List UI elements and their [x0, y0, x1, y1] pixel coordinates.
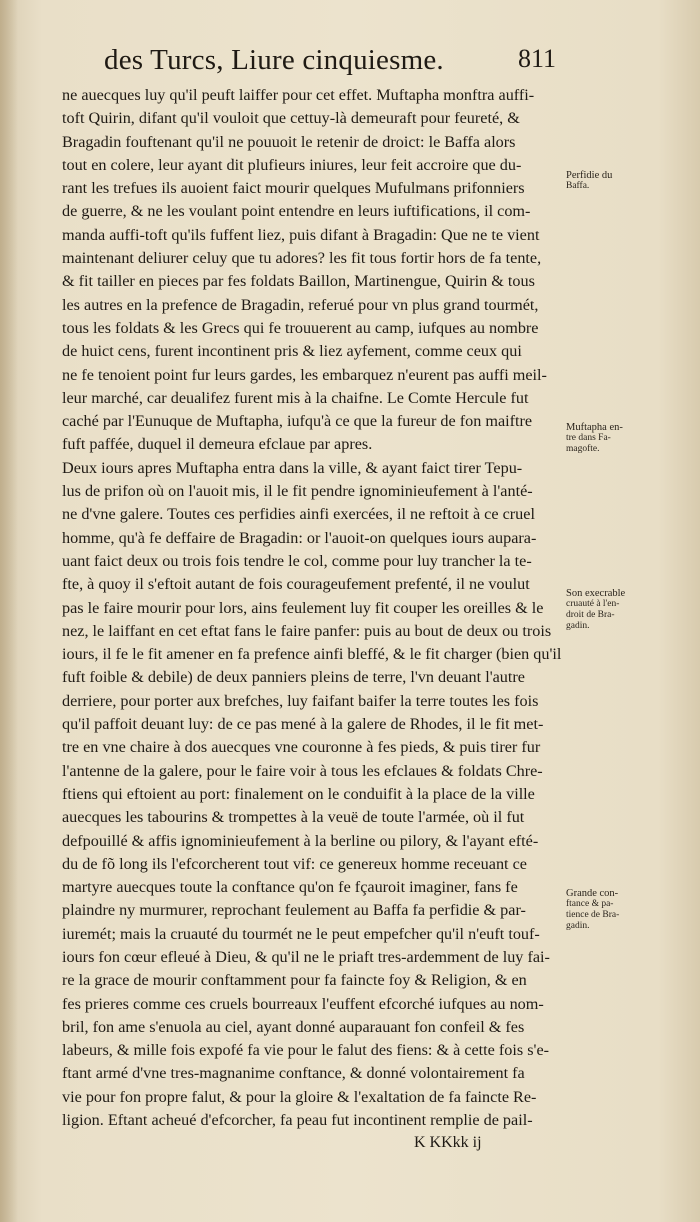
- page-header: [104, 44, 584, 84]
- text-line: de guerre, & ne les voulant point entendre en leurs iuftifications, il com-: [62, 202, 531, 221]
- text-line: fes prieres comme ces cruels bourreaux l'euffent efcorché iufques au nom-: [62, 994, 544, 1013]
- text-line: ftant armé d'vne tres-magnanime conftance, & donné volontairement fa: [62, 1064, 525, 1083]
- text-line: pas le faire mourir pour lors, ains feulement luy fit couper les oreilles & le: [62, 598, 544, 617]
- text-line: & fit tailler en pieces par fes foldats Baillon, Martinengue, Quirin & tous: [62, 272, 535, 291]
- margin-note-perfidie: [566, 170, 666, 192]
- margin-note-line: Muftapha en-: [566, 422, 623, 433]
- text-line: Deux iours apres Muftapha entra dans la ville, & ayant faict tirer Tepu-: [62, 458, 523, 477]
- text-line: l'antenne de la galere, pour le faire voir à tous les efclaues & foldats Chre-: [62, 761, 543, 780]
- text-line: rant les trefues ils auoient faict mourir quelques Mufulmans prifonniers: [62, 179, 525, 198]
- text-line: fuft foible & debile) de deux panniers pleins de terre, l'vn deuant l'autre: [62, 668, 525, 687]
- text-line: fte, à quoy il s'eftoit autant de fois courageufement prefenté, il ne voulut: [62, 575, 530, 594]
- text-line: de huict cens, furent incontinent pris & liez ayfement, comme ceux qui: [62, 342, 522, 361]
- text-line: vie pour fon propre falut, & pour la gloire & l'exaltation de fa faincte Re-: [62, 1087, 537, 1106]
- text-line: uant faict deux ou trois fois tendre le col, comme pour luy trancher la te-: [62, 551, 532, 570]
- text-line: tout en colere, leur ayant dit plufieurs iniures, leur feit accroire que du-: [62, 155, 522, 174]
- text-line: manda auffi-toft qu'ils fuffent liez, puis difant à Bragadin: Que ne te vient: [62, 225, 540, 244]
- signature-mark: K KKkk ij: [414, 1134, 482, 1152]
- text-line: Bragadin fouftenant qu'il ne pouuoit le retenir de droict: le Baffa alors: [62, 132, 516, 151]
- margin-note-line: Baffa.: [566, 181, 590, 191]
- text-line: lus de prifon où on l'auoit mis, il le fit pendre ignominieufement à l'anté-: [62, 482, 533, 501]
- text-line: martyre auecques toute la conftance qu'on fe fçauroit imaginer, fans fe: [62, 878, 518, 897]
- text-line: toft Quirin, difant qu'il vouloit que cettuy-là demeuraft pour feureté, &: [62, 109, 520, 128]
- margin-note-line: Perfidie du: [566, 170, 613, 181]
- text-line: ne d'vne galere. Toutes ces perfidies ainfi exercées, il ne reftoit à ce cruel: [62, 505, 535, 524]
- text-line: homme, qu'à fe deffaire de Bragadin: or l'auoit-on quelques iours aupara-: [62, 528, 537, 547]
- margin-note-line: magofte.: [566, 444, 600, 454]
- margin-note-line: gadin.: [566, 621, 590, 631]
- margin-note-line: cruauté à l'en-: [566, 599, 620, 609]
- page-gutter-shadow: [0, 0, 18, 1222]
- text-line: plaindre ny murmurer, reprochant feulement au Baffa fa perfidie & par-: [62, 901, 526, 920]
- folio-number: 811: [518, 44, 557, 73]
- text-line: tre en vne chaire à dos auecques vne couronne à fes pieds, & puis tirer fur: [62, 738, 541, 757]
- text-line: maintenant deliurer celuy que tu adores? les fit tous fortir hors de fa tente,: [62, 249, 542, 268]
- margin-note-cruaute: [566, 588, 666, 632]
- margin-note-line: gadin.: [566, 921, 590, 931]
- margin-note-line: droit de Bra-: [566, 610, 615, 620]
- body-text: [62, 84, 562, 1154]
- text-line: iours, il fe le fit amener en fa prefence ainfi bleffé, & le fit charger (bien qu'il: [62, 645, 562, 664]
- text-line: qu'il paffoit deuant luy: de ce pas mené à la galere de Rhodes, il le fit met-: [62, 715, 544, 734]
- text-line: labeurs, & mille fois expofé fa vie pour le falut des fiens: & à cette fois s'e-: [62, 1041, 550, 1060]
- text-line: du de fõ long ils l'efcorcherent tout vif: ce genereux homme receuant ce: [62, 854, 527, 873]
- margin-note-line: tre dans Fa-: [566, 433, 611, 443]
- text-line: auecques les tabourins & trompettes à la veuë de toute l'armée, où il fut: [62, 808, 525, 827]
- text-line: ne fe tenoient point fur leurs gardes, les embarquez n'eurent pas auffi meil-: [62, 365, 547, 384]
- text-line: nez, le laiffant en cet eftat fans le faire panfer: puis au bout de deux ou trois: [62, 621, 552, 640]
- text-line: les autres en la prefence de Bragadin, referué pour vn plus grand tourmét,: [62, 295, 539, 314]
- text-line: iuremét; mais la cruauté du tourmét ne le peut empefcher qu'il n'euft touf-: [62, 924, 540, 943]
- text-line: bril, fon ame s'enuola au ciel, ayant donné auparauant fon confeil & fes: [62, 1017, 525, 1036]
- text-line: leur marché, car deualifez furent mis à la chaifne. Le Comte Hercule fut: [62, 388, 529, 407]
- margin-note-line: ftance & pa-: [566, 899, 614, 909]
- text-line: ligion. Eftant acheué d'efcorcher, fa peau fut incontinent remplie de pail-: [62, 1111, 533, 1130]
- text-line: caché par l'Eunuque de Muftapha, iufqu'à ce que la fureur de fon maiftre: [62, 412, 533, 431]
- margin-note-line: Son execrable: [566, 588, 626, 599]
- running-title: des Turcs, Liure cinquiesme.: [104, 44, 444, 76]
- margin-note-mustapha: [566, 422, 666, 455]
- text-line: iours fon cœur efleué à Dieu, & qu'il ne le priaft tres-ardemment de luy fai-: [62, 947, 550, 966]
- margin-note-constance: [566, 888, 666, 932]
- margin-note-line: Grande con-: [566, 888, 619, 899]
- margin-note-line: tience de Bra-: [566, 910, 620, 920]
- text-line: tous les foldats & les Grecs qui fe trouuerent au camp, iufques au nombre: [62, 318, 539, 337]
- text-line: ne auecques luy qu'il peuft laiffer pour cet effet. Muftapha monftra auffi-: [62, 86, 535, 104]
- text-line: re la grace de mourir conftamment pour fa faincte foy & Religion, & en: [62, 971, 527, 990]
- text-line: fuft paffée, duquel il demeura efclaue par apres.: [62, 435, 373, 454]
- text-line: defpouillé & affis ignominieufement à la berline ou pilory, & l'ayant efté-: [62, 831, 539, 850]
- text-line: ftiens qui eftoient au port: finalement on le conduifit à la place de la ville: [62, 784, 535, 803]
- text-line: derriere, pour porter aux brefches, luy faifant baifer la terre toutes les fois: [62, 691, 539, 710]
